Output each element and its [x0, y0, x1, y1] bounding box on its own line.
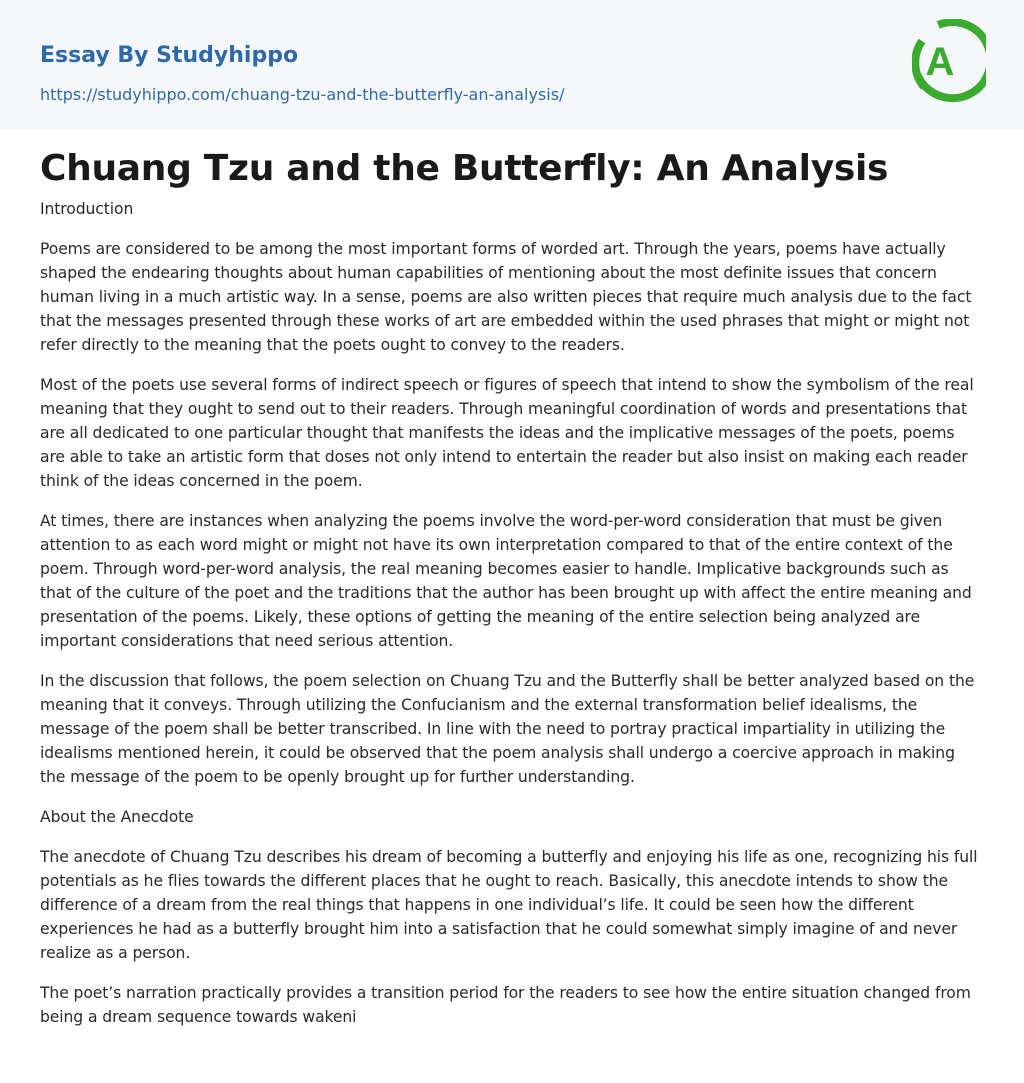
site-header [0, 0, 1024, 129]
paragraph: At times, there are instances when analyzing the poems involve the word-per-word consideration that must be given attention to as each word might or might not have its own interpretation compared to that of the entire context of the poem. Through word-per-word analysis, the real meaning becomes easier to handle. Implicative backgrounds such as that of the culture of the poet and the traditions that the author has been brought up with affect the entire meaning and presentation of the poems. Likely, these options of getting the meaning of the entire selection being analyzed are important considerations that need serious attention. [40, 512, 972, 650]
paragraph: Most of the poets use several forms of indirect speech or figures of speech that intend to show the symbolism of the real meaning that they ought to send out to their readers. Through meaningful coordination of words and presentations that are all dedicated to one particular thought that manifests the ideas and the implicative messages of the poets, poems are able to take an artistic form that doses not only intend to entertain the reader but also insist on making each reader think of the ideas concerned in the poem. [40, 376, 974, 490]
paragraph: The anecdote of Chuang Tzu describes his dream of becoming a butterfly and enjoying his life as one, recognizing his full potentials as he flies towards the different places that he ought to reach. Basically, this anecdote intends to show the difference of a dream from the real things that happens in one individual’s life. It could be seen how the different experiences he had as a butterfly brought him into a satisfaction that he could somewhat simply imagine of and never realize as a person. [40, 848, 978, 962]
article-body [0, 147, 1024, 1029]
brand-title[interactable]: Essay By Studyhippo [40, 43, 299, 68]
studyhippo-logo-icon[interactable] [912, 19, 986, 105]
paragraph: In the discussion that follows, the poem selection on Chuang Tzu and the Butterfly shall be better analyzed based on the meaning that it conveys. Through utilizing the Confucianism and the external transformation belief idealisms, the message of the poem shall be better transcribed. In line with the need to portray practical impartiality in utilizing the idealisms mentioned herein, it could be observed that the poem analysis shall undergo a coercive approach in making the message of the poem to be openly brought up for further understanding. [40, 672, 975, 786]
logo-letter: A [925, 40, 955, 84]
paragraph: Poems are considered to be among the most important forms of worded art. Through the years, poems have actually shaped the endearing thoughts about human capabilities of mentioning about the most definite issues that concern human living in a much artistic way. In a sense, poems are also written pieces that require much analysis due to the fact that the messages presented through these works of art are embedded within the used phrases that might or might not refer directly to the meaning that the poets ought to convey to the readers. [40, 240, 972, 354]
section-heading-introduction: Introduction [40, 200, 134, 218]
paragraph: The poet’s narration practically provides a transition period for the readers to see how the entire situation changed from being a dream sequence towards wakeni [40, 984, 971, 1026]
section-heading-about-the-anecdote: About the Anecdote [40, 808, 194, 826]
page-title: Chuang Tzu and the Butterfly: An Analysis [40, 148, 889, 189]
source-url-link[interactable]: https://studyhippo.com/chuang-tzu-and-the-butterfly-an-analysis/ [40, 85, 565, 104]
